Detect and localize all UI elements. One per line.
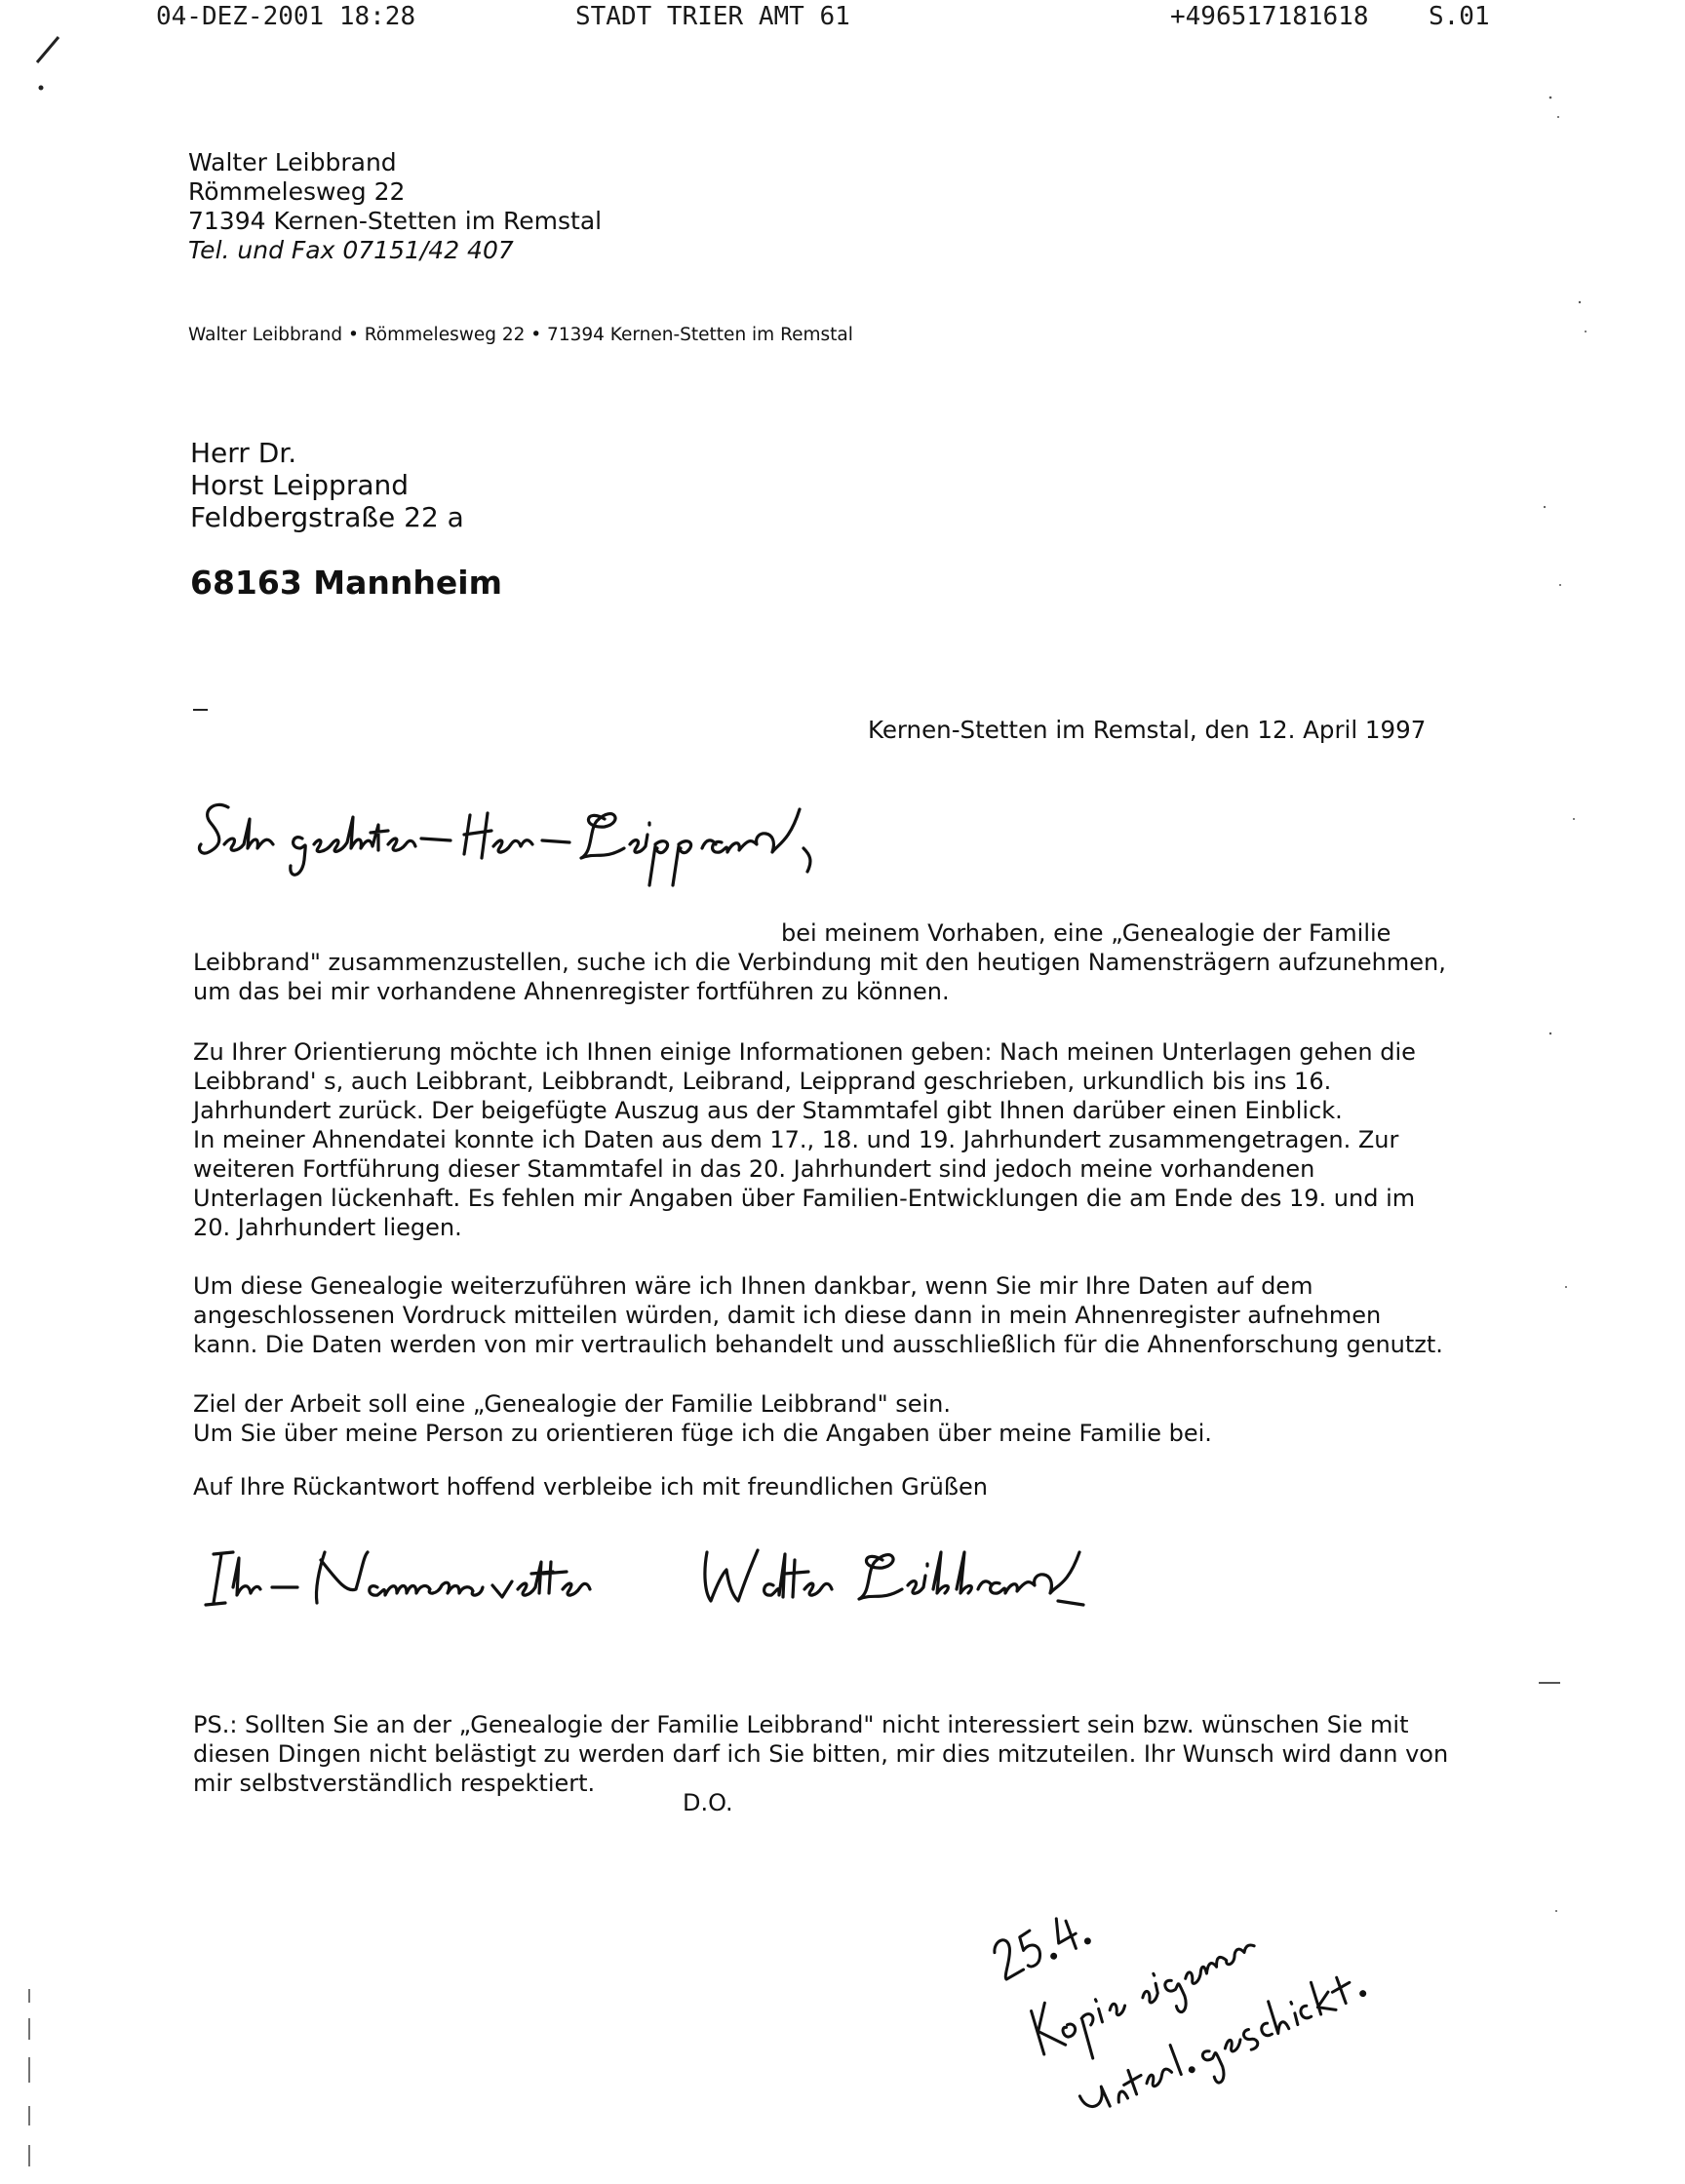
paragraph-4b-text: Um Sie über meine Person zu orientieren füge ich die Angaben über meine Familie bei. xyxy=(193,1420,1212,1447)
fax-page: S.01 xyxy=(1429,2,1490,31)
recipient-line2: Horst Leipprand xyxy=(190,469,410,501)
margin-stroke-mark xyxy=(29,29,78,98)
recipient-city: 68163 Mannheim xyxy=(190,564,502,602)
sender-block xyxy=(188,148,602,265)
handwritten-signature xyxy=(200,1531,1204,1638)
sender-name: Walter Leibbrand xyxy=(188,148,397,176)
postscript-text: PS.: Sollten Sie an der „Genealogie der Familie Leibbrand" nicht interessiert sein bzw. wünschen Sie mit diesen Dingen nicht belästigt zu werden darf ich Sie bitten, mir dies mitzuteilen. Ihr Wunsch wird dann von mir selbstverständlich respektiert. xyxy=(193,1711,1449,1797)
paragraph-3 xyxy=(193,1271,1451,1359)
recipient-block xyxy=(190,437,464,533)
fax-sender-station: STADT TRIER AMT 61 xyxy=(575,2,850,31)
paragraph-2 xyxy=(193,1037,1451,1242)
paragraph-5 xyxy=(193,1472,1451,1502)
closing-text: Auf Ihre Rückantwort hoffend verbleibe ich mit freundlichen Grüßen xyxy=(193,1473,988,1501)
paragraph-1-first-line: bei meinem Vorhaben, eine „Genealogie der Familie xyxy=(781,919,1391,947)
sender-tel: Tel. und Fax 07151/42 407 xyxy=(188,236,514,264)
fold-mark xyxy=(193,709,208,711)
paragraph-2-text: Zu Ihrer Orientierung möchte ich Ihnen einige Informationen geben: Nach meinen Unterlagen gehen die Leibbrand' s, auch Leibbrant, Leibbrandt, Leibrand, Leipprand geschrieben, urkundlich bis ins 16. Jahrhundert zurück. Der beigefügte Auszug aus der Stammtafel gibt Ihnen darüber einen Einblick. xyxy=(193,1038,1416,1124)
left-edge-ticks xyxy=(21,1989,41,2174)
paragraph-1-rest: Leibbrand" zusammenzustellen, suche ich die Verbindung mit den heutigen Namensträgern aufzunehmen, um das bei mir vorhandene Ahnenregister fortführen zu können. xyxy=(193,949,1446,1005)
paragraph-2b-text: In meiner Ahnendatei konnte ich Daten aus dem 17., 18. und 19. Jahrhundert zusammengetragen. Zur weiteren Fortführung dieser Stammtafel in das 20. Jahrhundert sind jedoch meine vorhandenen Unterlagen lückenhaft. Es fehlen mir Angaben über Familien-Entwicklungen die am Ende des 19. und im 20. Jahrhundert liegen. xyxy=(193,1126,1416,1241)
paragraph-4a-text: Ziel der Arbeit soll eine „Genealogie der Familie Leibbrand" sein. xyxy=(193,1390,952,1418)
paragraph-1 xyxy=(193,918,1451,1006)
sender-street: Römmelesweg 22 xyxy=(188,177,406,206)
recipient-line3: Feldbergstraße 22 a xyxy=(190,501,464,533)
recipient-line1: Herr Dr. xyxy=(190,437,297,469)
scan-noise xyxy=(1531,78,1648,2126)
paragraph-3-text: Um diese Genealogie weiterzuführen wäre ich Ihnen dankbar, wenn Sie mir Ihre Daten auf dem angeschlossenen Vordruck mitteilen würden, damit ich diese dann in mein Ahnenregister aufnehmen kann. Die Daten werden von mir vertraulich behandelt und ausschließlich für die Ahnenforschung genutzt. xyxy=(193,1272,1443,1358)
date-line: Kernen-Stetten im Remstal, den 12. April 1997 xyxy=(868,716,1427,744)
fax-phone: +496517181618 xyxy=(1170,2,1369,31)
return-address: Walter Leibbrand • Römmelesweg 22 • 71394 Kernen-Stetten im Remstal xyxy=(188,325,853,345)
sender-city: 71394 Kernen-Stetten im Remstal xyxy=(188,207,603,235)
handwritten-note xyxy=(985,1774,1531,2067)
fax-datetime: 04-DEZ-2001 18:28 xyxy=(156,2,416,31)
paragraph-4 xyxy=(193,1389,1451,1448)
do-mark: D.O. xyxy=(683,1789,733,1816)
handwritten-salutation xyxy=(195,790,995,897)
